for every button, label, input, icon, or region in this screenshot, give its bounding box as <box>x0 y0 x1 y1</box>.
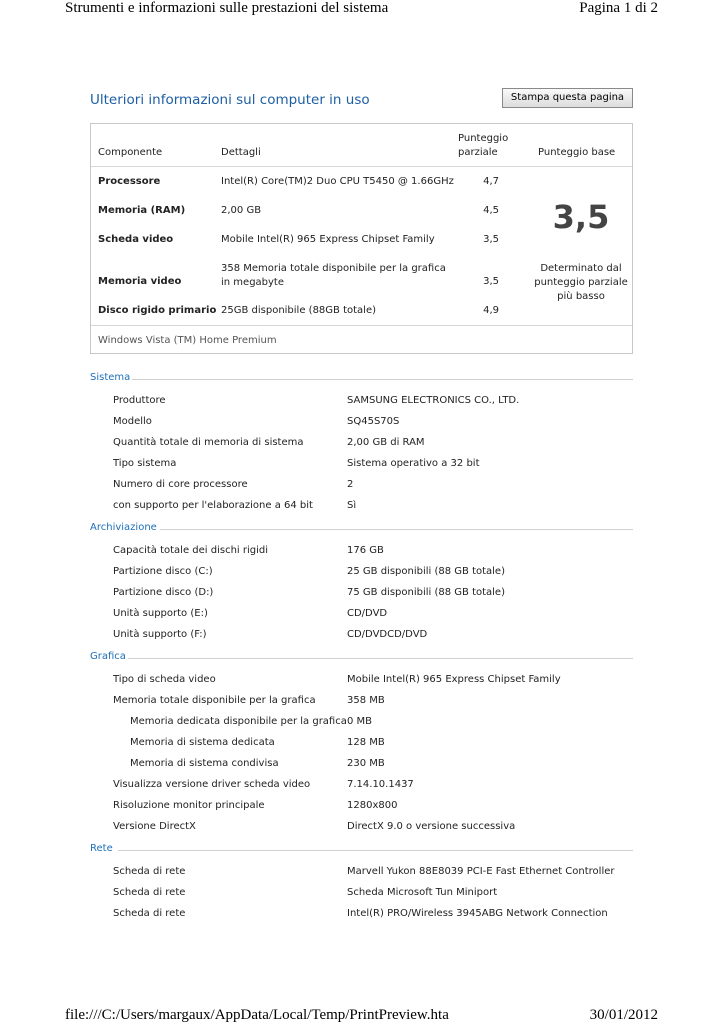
info-label: Tipo sistema <box>113 458 177 469</box>
info-value: 25 GB disponibili (88 GB totale) <box>347 566 505 577</box>
info-value: 176 GB <box>347 545 384 556</box>
print-page-button[interactable]: Stampa questa pagina <box>502 88 633 108</box>
info-value: Intel(R) PRO/Wireless 3945ABG Network Connection <box>347 908 608 919</box>
info-label: Modello <box>113 416 152 427</box>
print-header-title: Strumenti e informazioni sulle prestazioni del sistema <box>65 0 389 16</box>
info-label: Versione DirectX <box>113 821 196 832</box>
header-subscore: Punteggio parziale <box>458 133 509 158</box>
section-title-archiviazione: Archiviazione <box>90 522 157 533</box>
page-title: Ulteriori informazioni sul computer in uso <box>90 92 370 108</box>
info-label: Memoria di sistema dedicata <box>130 737 275 748</box>
row-score: 3,5 <box>483 234 499 245</box>
print-footer-path: file:///C:/Users/margaux/AppData/Local/Temp/PrintPreview.hta <box>65 1007 449 1023</box>
info-value: SAMSUNG ELECTRONICS CO., LTD. <box>347 395 520 406</box>
info-value: 0 MB <box>347 716 373 727</box>
info-label: Memoria totale disponibile per la grafica <box>113 695 316 706</box>
os-divider <box>91 325 632 326</box>
row-score: 4,5 <box>483 205 499 216</box>
header-divider <box>91 166 632 167</box>
info-value: 230 MB <box>347 758 385 769</box>
row-score: 4,9 <box>483 305 499 316</box>
info-label: Partizione disco (D:) <box>113 587 214 598</box>
print-footer-date: 30/01/2012 <box>589 1007 658 1023</box>
section-title-rete: Rete <box>90 843 113 854</box>
info-label: Produttore <box>113 395 166 406</box>
info-label: Unità supporto (F:) <box>113 629 207 640</box>
row-details: 358 Memoria totale disponibile per la grafica in megabyte <box>221 263 446 288</box>
base-score-note: Determinato dal punteggio parziale più basso <box>534 263 628 302</box>
info-value: 128 MB <box>347 737 385 748</box>
info-label: Capacità totale dei dischi rigidi <box>113 545 269 556</box>
info-label: Scheda di rete <box>113 908 186 919</box>
info-value: CD/DVDCD/DVD <box>347 629 428 640</box>
info-label: con supporto per l'elaborazione a 64 bit <box>113 500 313 511</box>
info-label: Numero di core processore <box>113 479 248 490</box>
info-value: Sì <box>347 500 357 511</box>
info-label: Unità supporto (E:) <box>113 608 208 619</box>
row-score: 4,7 <box>483 176 499 187</box>
info-label: Tipo di scheda video <box>113 674 216 685</box>
info-value: Scheda Microsoft Tun Miniport <box>347 887 498 898</box>
section-divider <box>128 658 633 659</box>
info-label: Scheda di rete <box>113 866 186 877</box>
row-component: Memoria video <box>98 276 182 287</box>
section-divider <box>160 529 633 530</box>
info-value: 2,00 GB di RAM <box>347 437 425 448</box>
row-component: Scheda video <box>98 234 174 245</box>
info-value: 2 <box>347 479 354 490</box>
info-value: 7.14.10.1437 <box>347 779 414 790</box>
print-header-page: Pagina 1 di 2 <box>579 0 658 16</box>
info-label: Partizione disco (C:) <box>113 566 213 577</box>
row-details: 25GB disponibile (88GB totale) <box>221 305 376 316</box>
info-label: Memoria di sistema condivisa <box>130 758 279 769</box>
row-component: Disco rigido primario <box>98 305 217 316</box>
info-value: 358 MB <box>347 695 385 706</box>
row-details: Mobile Intel(R) 965 Express Chipset Family <box>221 234 435 245</box>
score-table <box>90 123 633 354</box>
header-base-score: Punteggio base <box>538 147 616 158</box>
section-title-sistema: Sistema <box>90 372 131 383</box>
section-title-grafica: Grafica <box>90 651 126 662</box>
info-value: 1280x800 <box>347 800 398 811</box>
row-details: Intel(R) Core(TM)2 Duo CPU T5450 @ 1.66GHz <box>221 176 454 187</box>
header-details: Dettagli <box>221 147 261 158</box>
info-label: Scheda di rete <box>113 887 186 898</box>
info-value: SQ45S70S <box>347 416 400 427</box>
info-value: CD/DVD <box>347 608 388 619</box>
info-value: 75 GB disponibili (88 GB totale) <box>347 587 505 598</box>
info-value: DirectX 9.0 o versione successiva <box>347 821 516 832</box>
row-score: 3,5 <box>483 276 499 287</box>
info-label: Quantità totale di memoria di sistema <box>113 437 304 448</box>
base-score-value: 3,5 <box>552 198 610 236</box>
row-component: Memoria (RAM) <box>98 205 186 216</box>
section-divider <box>118 850 633 851</box>
header-component: Componente <box>98 147 163 158</box>
os-edition: Windows Vista (TM) Home Premium <box>98 335 277 346</box>
row-details: 2,00 GB <box>221 205 262 216</box>
info-value: Mobile Intel(R) 965 Express Chipset Family <box>347 674 561 685</box>
section-divider <box>132 379 633 380</box>
info-label: Visualizza versione driver scheda video <box>113 779 311 790</box>
row-component: Processore <box>98 176 161 187</box>
info-label: Memoria dedicata disponibile per la grafica <box>130 716 347 727</box>
info-value: Sistema operativo a 32 bit <box>347 458 480 469</box>
info-label: Risoluzione monitor principale <box>113 800 265 811</box>
info-value: Marvell Yukon 88E8039 PCI-E Fast Ethernet Controller <box>347 866 615 877</box>
